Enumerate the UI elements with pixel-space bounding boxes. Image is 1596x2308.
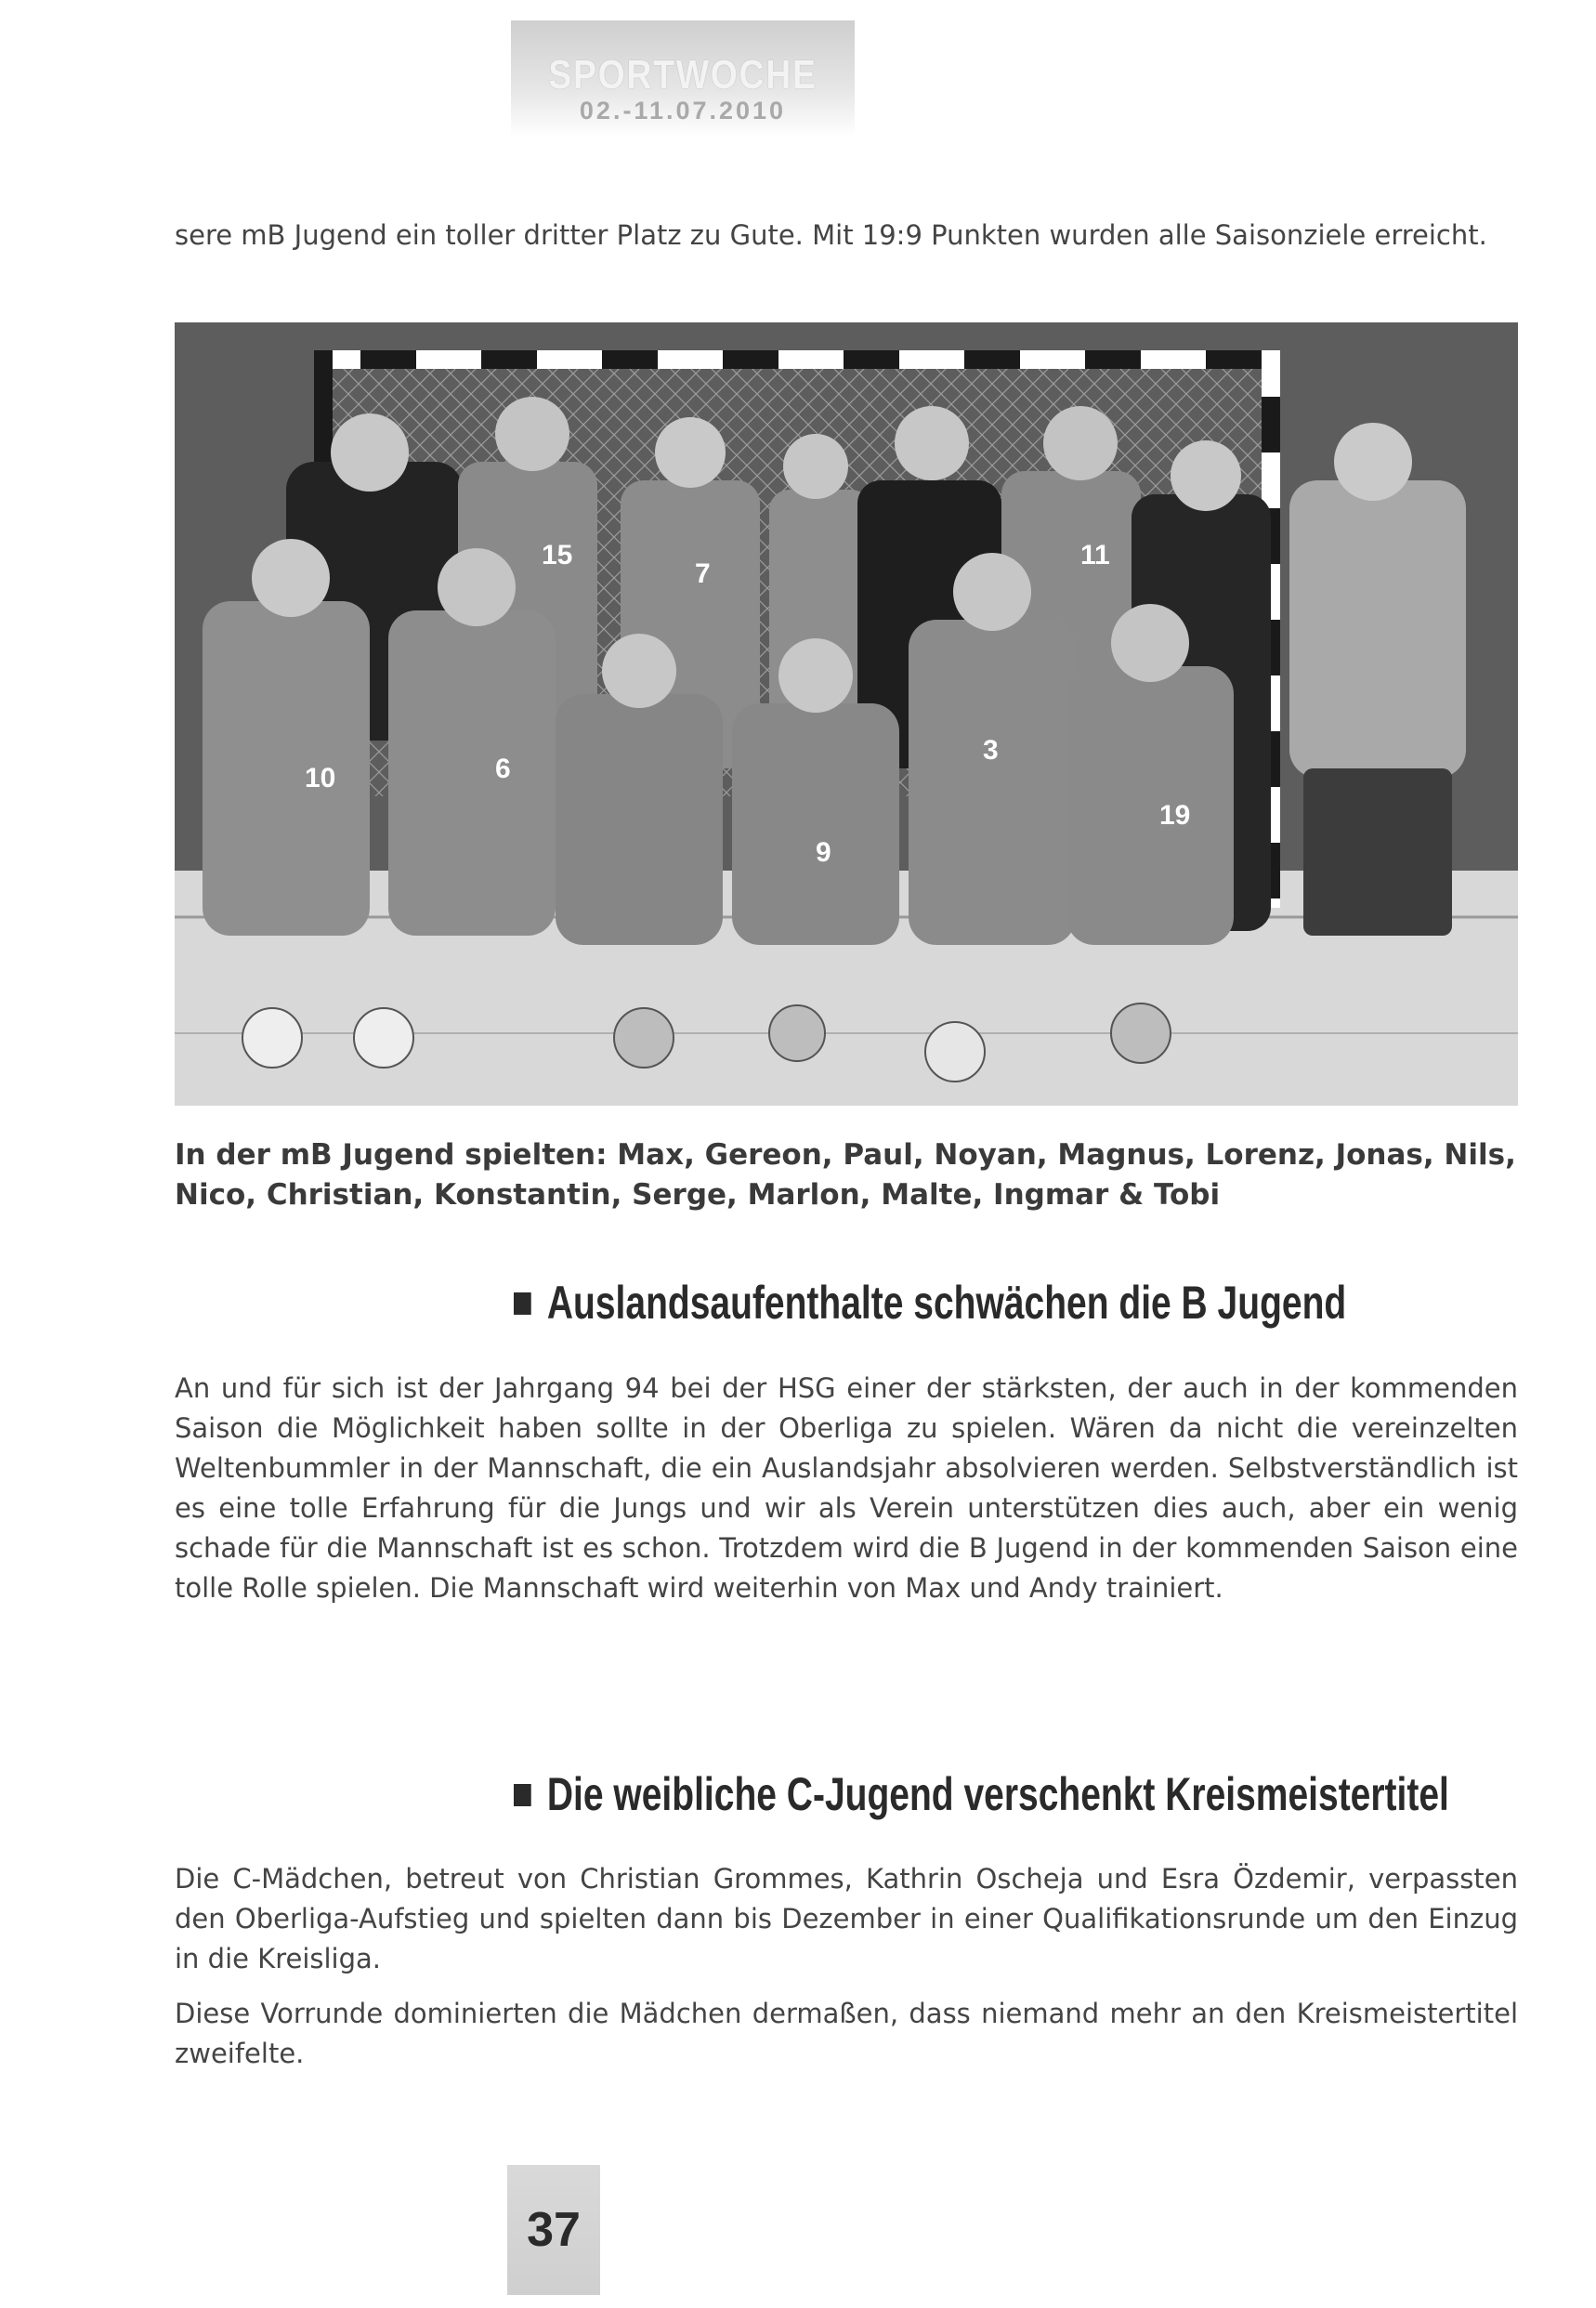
team-photo — [175, 322, 1518, 1106]
jersey-number: 10 — [305, 763, 336, 793]
jersey-number: 7 — [695, 558, 711, 589]
jersey-number: 15 — [542, 540, 573, 570]
publication-header — [511, 20, 855, 137]
section-paragraph: An und für sich ist der Jahrgang 94 bei der HSG einer der stärksten, der auch in der kommenden Saison die Möglichkeit haben sollte in der Oberliga zu spielen. Wären da nicht die vereinzelten Weltenbummler in der Mannschaft, die ein Auslandsjahr absolvieren werden. Selbstverständlich ist es eine tolle Erfahrung für die Jungs und wir als Verein unterstützen dies auch, aber ein wenig schade für die Mannschaft ist es schon. Trotzdem wird die B Jugend in der kommenden Saison eine tolle Rolle spielen. Die Mannschaft wird weiterhin von Max und Andy trainiert. — [175, 1372, 1518, 1604]
jersey-number: 9 — [816, 837, 831, 868]
team-photo-illustration — [175, 322, 1518, 1106]
jersey-number: 19 — [1159, 800, 1191, 831]
section-heading-b-jugend — [514, 1276, 1346, 1330]
page-number: 37 — [507, 2165, 600, 2295]
publication-title: SPORTWOCHE — [548, 52, 818, 98]
section-paragraph: Diese Vorrunde dominierten die Mädchen dermaßen, dass niemand mehr an den Kreismeistertitel zweifelte. — [175, 1998, 1518, 2069]
jersey-number: 3 — [983, 735, 999, 766]
photo-caption: In der mB Jugend spielten: Max, Gereon, Paul, Noyan, Magnus, Lorenz, Jonas, Nils, Nico, Christian, Konstantin, Serge, Marlon, Malte, Ingmar & Tobi — [175, 1138, 1516, 1212]
section-heading-text: Die weibliche C-Jugend verschenkt Kreismeistertitel — [546, 1768, 1449, 1820]
jersey-number: 11 — [1080, 540, 1110, 570]
square-bullet-icon — [514, 1784, 531, 1806]
jersey-number: 6 — [495, 754, 511, 784]
section-heading-text: Auslandsaufenthalte schwächen die B Jugend — [546, 1277, 1347, 1329]
section-heading-c-jugend — [514, 1767, 1449, 1821]
section-paragraph: Die C-Mädchen, betreut von Christian Grommes, Kathrin Oscheja und Esra Özdemir, verpassten den Oberliga-Aufstieg und spielten dann bis Dezember in einer Qualifikationsrunde um den Einzug in die Kreisliga. — [175, 1863, 1518, 1974]
publication-date: 02.-11.07.2010 — [579, 97, 787, 125]
square-bullet-icon — [514, 1292, 531, 1315]
intro-paragraph: sere mB Jugend ein toller dritter Platz zu Gute. Mit 19:9 Punkten wurden alle Saisonziele erreicht. — [175, 219, 1487, 251]
